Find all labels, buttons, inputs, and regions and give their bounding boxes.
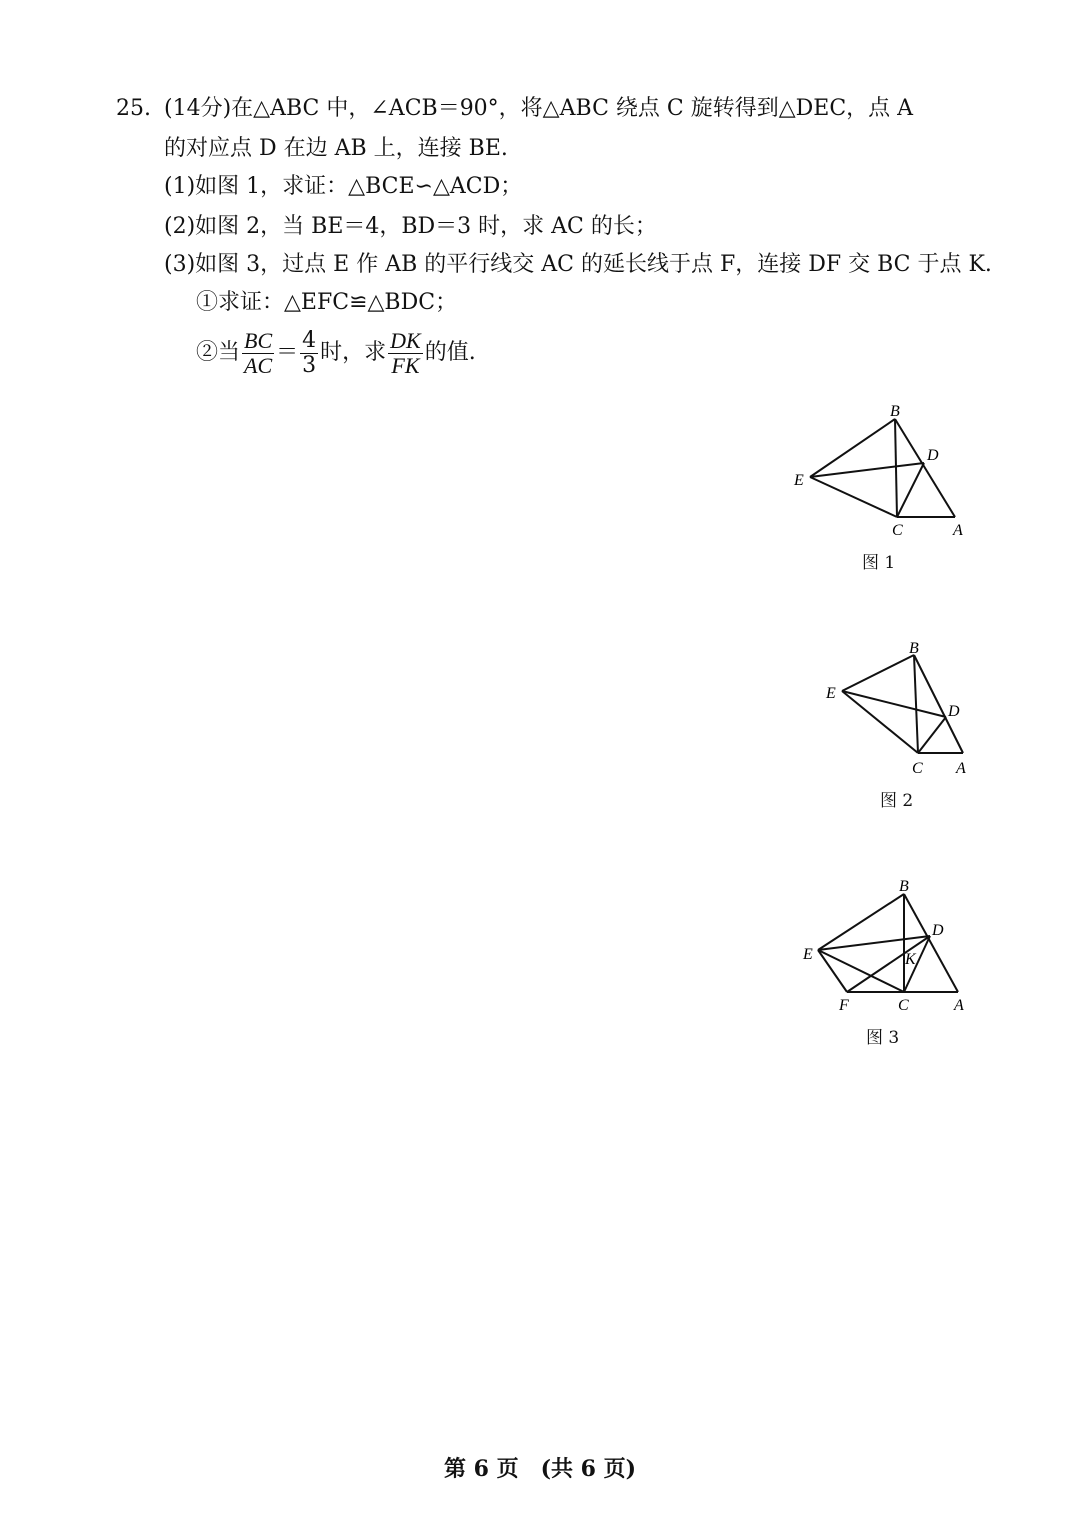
figure-1-caption: 图 1 [862,553,896,573]
fraction-bc-ac-denominator: AC [244,352,273,378]
segment-ba [904,894,958,992]
figure-1 [780,395,980,549]
problem-line-1: (14分)在△ABC 中，∠ACB＝90°，将△ABC 绕点 C 旋转得到△DEC，点 A [164,96,914,121]
part-3: (3)如图 3，过点 E 作 AB 的平行线交 AC 的延长线于点 F，连接 DF 交 BC 于点 K. [164,252,992,277]
page-footer: 第 6 页 (共 6 页) [443,1456,637,1482]
label-b: B [909,640,919,657]
label-e: E [803,946,813,963]
fraction-dk-fk [388,329,423,378]
part-3-2 [196,328,476,378]
part-3-2-mid: 时，求 [320,340,387,365]
label-b: B [890,403,900,420]
label-a: A [956,760,966,777]
figure-3-diagram [795,872,980,1022]
label-d: D [927,447,939,464]
label-k: K [905,951,916,968]
part-2: (2)如图 2，当 BE＝4，BD＝3 时，求 AC 的长； [164,214,657,239]
segment-eb [842,655,914,691]
part-3-1: ①求证：△EFC≌△BDC； [196,290,458,315]
label-a: A [953,522,963,539]
fraction-dk-fk-denominator: FK [391,352,420,378]
segment-dc [897,463,924,517]
fraction-4-3-denominator: 3 [302,352,317,378]
label-d: D [932,922,944,939]
figure-3-caption: 图 3 [866,1028,900,1048]
problem-number: 25. [116,96,151,121]
label-e: E [794,472,804,489]
segment-dc [918,717,946,753]
segment-bc [914,655,918,753]
figure-2-diagram [810,635,980,785]
label-c: C [912,760,923,777]
part-3-2-equals: ＝ [276,340,299,365]
fraction-4-3-numerator: 4 [302,327,317,353]
label-f: F [839,997,849,1014]
fraction-dk-fk-numerator: DK [390,327,421,353]
label-d: D [948,703,960,720]
figure-2 [810,635,980,789]
part-3-2-prefix: ②当 [196,340,241,365]
label-b: B [899,878,909,895]
label-e: E [826,685,836,702]
segment-bc [895,419,897,517]
label-c: C [898,997,909,1014]
part-3-2-suffix: 的值. [424,340,476,365]
figure-3 [795,872,980,1026]
segment-ec [818,950,904,992]
figure-1-diagram [780,395,980,545]
figure-2-caption: 图 2 [880,791,914,811]
fraction-bc-ac [242,329,274,378]
label-c: C [892,522,903,539]
fraction-4-3 [300,329,318,378]
problem-line-2: 的对应点 D 在边 AB 上，连接 BE. [164,136,508,161]
label-a: A [954,997,964,1014]
segment-ec [810,477,897,517]
part-1: (1)如图 1，求证：△BCE∽△ACD； [164,174,523,199]
fraction-bc-ac-numerator: BC [244,327,273,353]
